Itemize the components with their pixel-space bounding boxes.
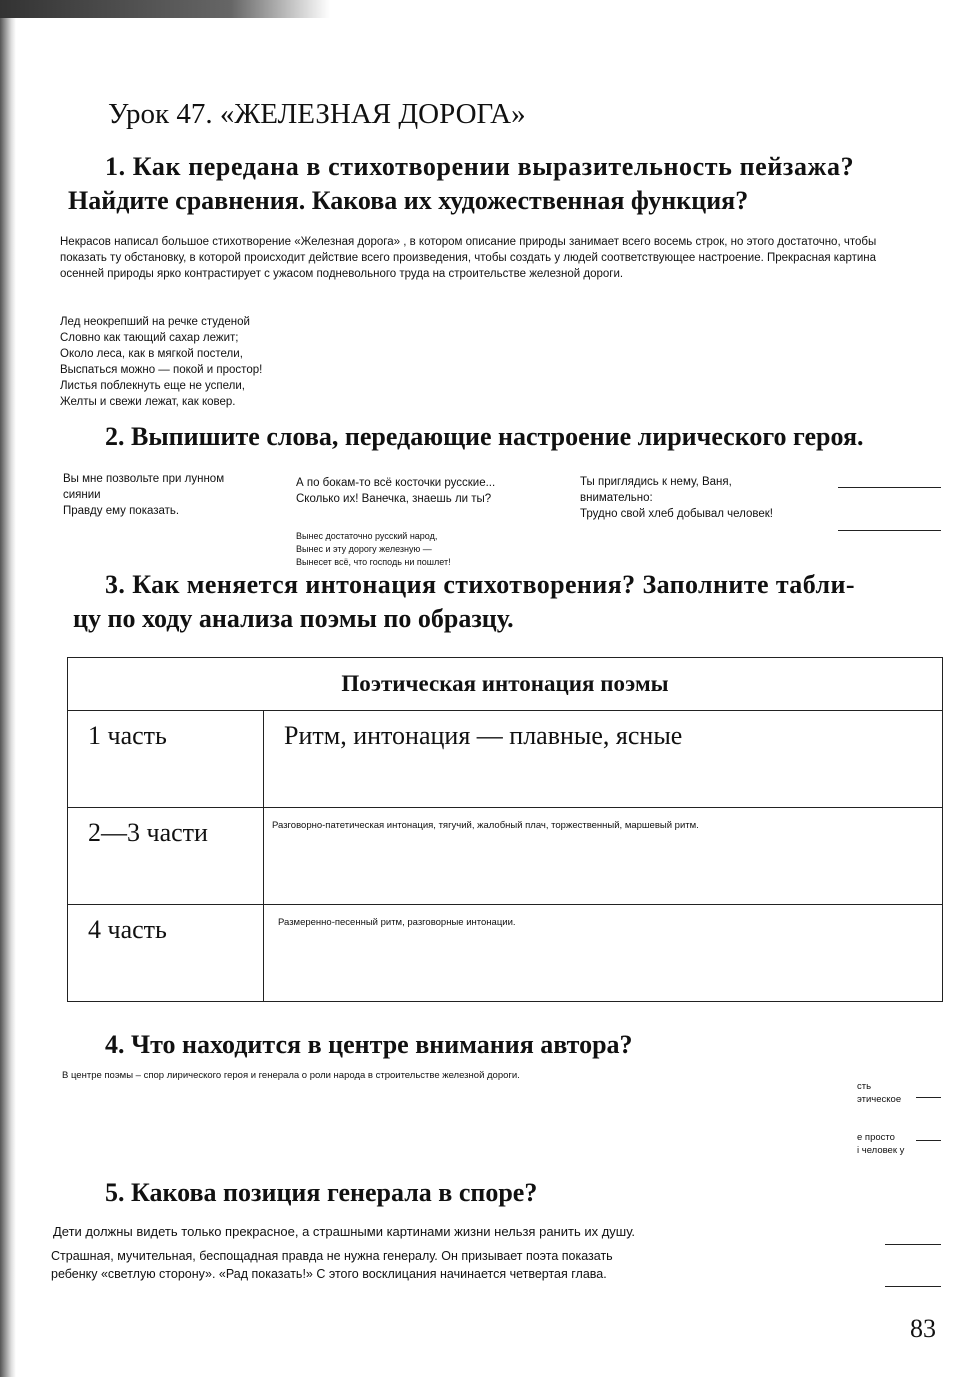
part-text: Ритм, интонация — плавные, ясные xyxy=(264,711,943,808)
q4-fragments xyxy=(857,1080,904,1157)
q5-answer-1: Дети должны видеть только прекрасное, а страшными картинами жизни нельзя ранить их душу. xyxy=(53,1224,636,1239)
lesson-title: Урок 47. «ЖЕЛЕЗНАЯ ДОРОГА» xyxy=(108,98,526,130)
poem-line: Около леса, как в мягкой постели, xyxy=(60,348,243,360)
table-row xyxy=(68,711,943,808)
poem-line: Желты и свежи лежат, как ковер. xyxy=(60,396,236,408)
fragment: сть xyxy=(857,1081,872,1092)
poem-line: Словно как тающий сахар лежит; xyxy=(60,332,239,344)
table-row xyxy=(68,905,943,1002)
fragment: этическое xyxy=(857,1094,902,1105)
q2-col2 xyxy=(296,475,495,507)
poem-line: Вынес достаточно русский народ, xyxy=(296,531,438,541)
q1-heading: 1. Как передана в стихотворении выразительность пейзажа? xyxy=(105,152,855,181)
quote-line: Правду ему показать. xyxy=(63,505,180,517)
q3-heading: 3. Как меняется интонация стихотворения? Заполните табли- xyxy=(105,570,855,599)
fragment: і человек у xyxy=(857,1145,905,1156)
fragment: е просто xyxy=(857,1132,895,1143)
quote-line: А по бокам-то всё косточки русские... xyxy=(296,477,496,489)
part-label: 2—3 части xyxy=(68,808,264,905)
quote-line: внимательно: xyxy=(580,492,653,504)
poem-line: Вынесет всё, что господь ни пошлет! xyxy=(296,557,451,567)
q2-col1 xyxy=(63,471,224,519)
q2-heading: 2. Выпишите слова, передающие настроение лирического героя. xyxy=(105,422,864,451)
quote-line: Трудно свой хлеб добывал человек! xyxy=(580,508,774,520)
poem-line: Листья поблекнуть еще не успели, xyxy=(60,380,245,392)
part-text: Размеренно-песенный ритм, разговорные интонации. xyxy=(264,905,943,1002)
poem-line: Вынес и эту дорогу железную — xyxy=(296,544,432,554)
q2-col2-poem xyxy=(296,530,451,569)
table-header: Поэтическая интонация поэмы xyxy=(68,658,943,711)
answer-line xyxy=(885,1244,941,1245)
part-label: 4 часть xyxy=(68,905,264,1002)
quote-line: Сколько их! Ванечка, знаешь ли ты? xyxy=(296,493,492,505)
q2-col3 xyxy=(580,474,773,522)
scan-top-bar xyxy=(0,0,330,18)
answer-line xyxy=(838,487,941,488)
quote-line: Ты приглядись к нему, Ваня, xyxy=(580,476,732,488)
q5-answer-2: Страшная, мучительная, беспощадная правда не нужна генералу. Он призывает поэта показать xyxy=(51,1249,613,1263)
poem-line: Лед неокрепший на речке студеной xyxy=(60,316,250,328)
part-label: 1 часть xyxy=(68,711,264,808)
answer-line xyxy=(916,1097,941,1098)
q1-answer: Некрасов написал большое стихотворение «Железная дорога» , в котором описание природы занимает всего восемь строк, но этого достаточно, чтобы показать ту обстановку, в которой происходит действие всего произведения, чтобы создать у людей соответствующее настроение. Прекрасная картина осенней природы ярко контрастирует с ужасом подневольного труда на строительстве железной дороги. xyxy=(60,236,877,280)
answer-line xyxy=(838,530,941,531)
answer-line xyxy=(885,1286,941,1287)
poem-line: Выспаться можно — покой и простор! xyxy=(60,364,263,376)
quote-line: Вы мне позвольте при лунном xyxy=(63,473,225,485)
q5-heading: 5. Какова позиция генерала в споре? xyxy=(105,1178,538,1207)
q5-answer-3: ребенку «светлую сторону». «Рад показать!» С этого восклицания начинается четвертая глава. xyxy=(51,1267,607,1281)
intonation-table xyxy=(67,657,943,1002)
page-number: 83 xyxy=(910,1314,936,1343)
q3-heading-2: цу по ходу анализа поэмы по образцу. xyxy=(73,604,514,633)
q4-answer: В центре поэмы – спор лирического героя и генерала о роли народа в строительстве железной дороги. xyxy=(62,1070,520,1081)
part-text: Разговорно-патетическая интонация, тягучий, жалобный плач, торжественный, маршевый ритм. xyxy=(264,808,943,905)
scan-edge xyxy=(0,0,16,1377)
q1-heading-2: Найдите сравнения. Какова их художественная функция? xyxy=(68,186,749,215)
table-row xyxy=(68,808,943,905)
q1-poem xyxy=(60,314,262,410)
quote-line: сиянии xyxy=(63,489,101,501)
q4-heading: 4. Что находится в центре внимания автора? xyxy=(105,1030,633,1059)
answer-line xyxy=(916,1140,941,1141)
